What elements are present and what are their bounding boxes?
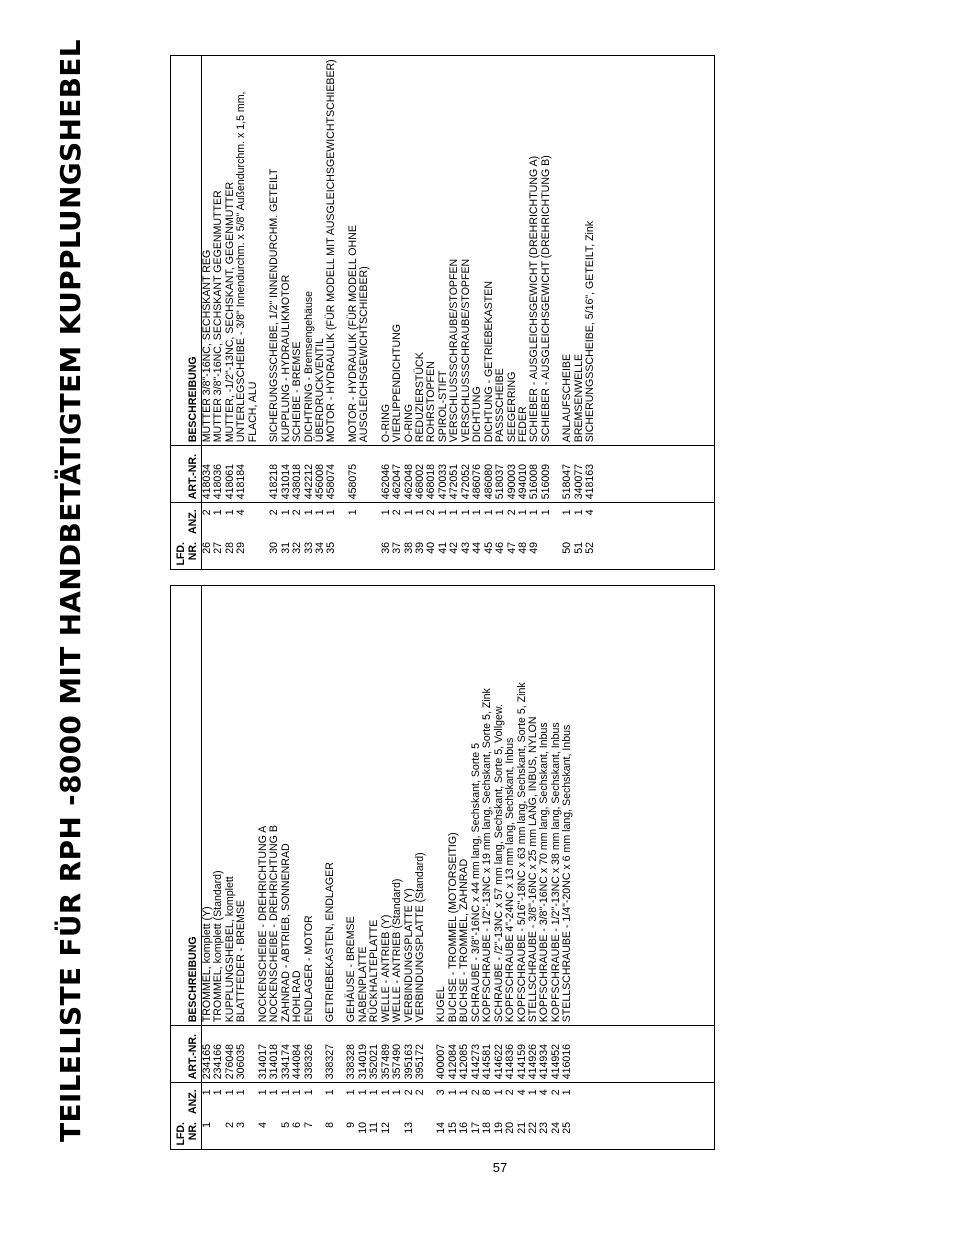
cell-anz: 1: [561, 1089, 574, 1096]
cell-lfd-nr: 13: [402, 1122, 415, 1134]
cell-lfd-nr: 6: [291, 1122, 304, 1128]
parts-table-right: [170, 55, 715, 570]
cell-anz: 1: [516, 509, 529, 516]
cell-beschreibung: KOPFSCHRAUBE 4"-24NC x 13 mm lang, Sechskant, Inbus: [505, 586, 516, 1026]
cell-beschreibung: WELLE - ANTRIEB (Standard): [392, 586, 403, 1026]
cell-anz: 1: [235, 1089, 248, 1096]
cell-lfd-nr: 50: [561, 542, 574, 554]
cell-beschreibung: SICHERUNGSSCHEIBE, 1/2" INNENDURCHM. GETEILT: [259, 56, 280, 446]
cell-beschreibung: DICHTUNG - GETRIEBEKASTEN: [484, 56, 495, 446]
cell-beschreibung: MOTOR - HYDRAULIK (FÜR MODELL MIT AUSGLEICHSGEWICHTSCHIEBER): [326, 56, 337, 446]
cell-beschreibung: KUGEL: [426, 586, 447, 1026]
cell-beschreibung: ZAHNRAD - ABTRIEB, SONNENRAD: [281, 586, 292, 1026]
cell-beschreibung: SCHEIBE - BREMSE: [292, 56, 303, 446]
cell-lfd-nr: 38: [402, 542, 415, 554]
cell-art-nr: 414952: [551, 1026, 562, 1083]
cell-beschreibung: VERSCHLUSSSCHRAUBE/STOPFEN: [449, 56, 460, 446]
header-beschreibung: BESCHREIBUNG: [171, 586, 202, 1026]
cell-anz: 1: [323, 1089, 336, 1096]
cell-art-nr: 414926: [528, 1026, 539, 1083]
cell-lfd-nr: 32: [291, 542, 304, 554]
cell-beschreibung: SCHRAUBE - /2"-13NC x 57 mm lang, Sechskant, Sorte 5, Vollgew.: [494, 586, 505, 1026]
table-row: [292, 586, 303, 1150]
table-header-row: [171, 586, 202, 1150]
cell-beschreibung: ROHRSTOPFEN: [426, 56, 437, 446]
cell-anz: 1: [379, 1089, 392, 1096]
cell-anz: 1: [482, 509, 495, 516]
cell-lfd-nr: 15: [446, 1122, 459, 1134]
filler-cell: [597, 56, 715, 446]
cell-lfd-nr: 42: [448, 542, 461, 554]
cell-beschreibung: NOCKENSCHEIBE - DREHRICHTUNG A: [248, 586, 269, 1026]
cell-art-nr: 414622: [494, 1026, 505, 1083]
cell-anz: 1: [436, 509, 449, 516]
cell-beschreibung: UNTERLEGSCHEIBE - 3/8" Innendurchm. x 5/8" Außendurchm. x 1,5 mm, FLACH, ALU: [236, 56, 259, 446]
cell-beschreibung: O-RING: [404, 56, 415, 446]
cell-lfd-nr: 17: [469, 1122, 482, 1134]
cell-art-nr: 314017: [248, 1026, 269, 1083]
cell-beschreibung: SICHERUNGSSCHEIBE, 5/16", GETEILT, Zink: [585, 56, 596, 446]
cell-art-nr: 314018: [269, 1026, 280, 1083]
header-beschreibung: BESCHREIBUNG: [171, 56, 202, 446]
cell-anz: 1: [368, 1089, 381, 1096]
cell-lfd-nr: 12: [379, 1122, 392, 1134]
cell-beschreibung: DICHTRING - Bremsengehäuse: [304, 56, 315, 446]
cell-beschreibung: TROMMEL, komplett (Standard): [213, 586, 224, 1026]
cell-beschreibung: KOPFSCHRAUBE - 5/16"-18NC x 63 mm lang, Sechskant, Sorte 5, Zink: [517, 586, 528, 1026]
cell-art-nr: 418218: [259, 446, 280, 503]
table-body: [202, 586, 715, 1150]
cell-anz: 1: [356, 1089, 369, 1096]
cell-art-nr: 395172: [415, 1026, 426, 1083]
cell-anz: 1: [561, 509, 574, 516]
cell-art-nr: 494010: [518, 446, 529, 503]
table-row: [236, 586, 247, 1150]
cell-lfd-nr: 5: [279, 1122, 292, 1128]
header-lfd-nr: LFD. NR.: [171, 1117, 202, 1150]
cell-art-nr: 462047: [392, 446, 403, 503]
cell-beschreibung: MUTTER, -1/2"-13NC, SECHSKANT, GEGENMUTTER: [225, 56, 236, 446]
cell-art-nr: 414273: [471, 1026, 482, 1083]
filler-cell: [597, 503, 715, 537]
cell-beschreibung: ANLAUFSCHEIBE: [552, 56, 573, 446]
cell-lfd-nr: 43: [459, 542, 472, 554]
cell-beschreibung: ÜBERDRUCKVENTIL: [315, 56, 326, 446]
table-filler-row: [574, 586, 715, 1150]
cell-art-nr: 414159: [517, 1026, 528, 1083]
cell-lfd-nr: 51: [572, 542, 585, 554]
cell-beschreibung: KOPFSCHRAUBE - 1/2"-13NC x 38 mm lang, Sechskant, Inbus: [551, 586, 562, 1026]
cell-beschreibung: BUCHSE - TROMMEL, ZAHNRAD: [459, 586, 470, 1026]
table-row: [505, 586, 516, 1150]
table-row: [369, 586, 380, 1150]
cell-beschreibung: KUPPLUNGSHEBEL, komplett: [225, 586, 236, 1026]
cell-lfd-nr: 29: [235, 542, 248, 554]
cell-art-nr: 416016: [562, 1026, 573, 1083]
cell-beschreibung: VIERLIPPENDICHTUNG: [392, 56, 403, 446]
parts-table: [170, 55, 715, 570]
cell-beschreibung: KUPPLUNG - HYDRAULIKMOTOR: [281, 56, 292, 446]
cell-anz: 2: [291, 509, 304, 516]
cell-art-nr: 338328: [336, 1026, 357, 1083]
header-art-nr: ART.-NR.: [171, 446, 202, 503]
cell-art-nr: 340077: [574, 446, 585, 503]
cell-art-nr: 414581: [482, 1026, 493, 1083]
cell-anz: 1: [458, 1089, 471, 1096]
cell-beschreibung: TROMMEL, komplett (Y): [202, 586, 214, 1026]
cell-anz: 2: [549, 1089, 562, 1096]
table-body: [202, 56, 715, 570]
table-row: [371, 56, 392, 570]
cell-art-nr: 516009: [541, 446, 552, 503]
table-row: [326, 56, 337, 570]
cell-beschreibung: NOCKENSCHEIBE - DREHRICHTUNG B: [269, 586, 280, 1026]
cell-beschreibung: PASSSCHEIBE: [495, 56, 506, 446]
cell-anz: 1: [539, 509, 552, 516]
cell-anz: 1: [459, 509, 472, 516]
cell-lfd-nr: 11: [368, 1122, 381, 1133]
cell-beschreibung: BREMSENWELLE: [574, 56, 585, 446]
cell-anz: 1: [391, 1089, 404, 1096]
cell-art-nr: 438018: [292, 446, 303, 503]
cell-anz: 1: [325, 509, 338, 516]
cell-lfd-nr: 16: [458, 1122, 471, 1134]
cell-art-nr: 418034: [202, 446, 214, 503]
cell-beschreibung: DICHTUNG: [472, 56, 483, 446]
cell-art-nr: 458074: [326, 446, 337, 503]
cell-lfd-nr: 19: [492, 1122, 505, 1134]
cell-anz: 2: [469, 1089, 482, 1096]
cell-beschreibung: RÜCKHALTEPLATTE: [369, 586, 380, 1026]
cell-lfd-nr: 26: [201, 542, 213, 554]
cell-anz: 4: [235, 509, 248, 516]
table-header-row: [171, 56, 202, 570]
cell-anz: 1: [402, 509, 415, 516]
cell-art-nr: 418184: [236, 446, 259, 503]
cell-art-nr: 486076: [472, 446, 483, 503]
page-title: TEILELISTE FÜR RPH -8000 MIT HANDBETÄTIGTEM KUPPLUNGSHEBEL: [54, 39, 87, 1142]
cell-anz: 1: [302, 509, 315, 516]
table-row: [562, 586, 573, 1150]
cell-lfd-nr: 10: [356, 1122, 369, 1134]
table-row: [248, 586, 269, 1150]
cell-anz: 2: [425, 509, 438, 516]
table-row: [315, 586, 336, 1150]
cell-anz: 1: [526, 1089, 539, 1096]
cell-beschreibung: O-RING: [371, 56, 392, 446]
cell-beschreibung: KOPFSCHRAUBE - 3/8"-16NC x 70 mm lang, Sechskant, Inbus: [539, 586, 550, 1026]
cell-lfd-nr: 4: [256, 1122, 269, 1128]
table-filler-row: [597, 56, 715, 570]
cell-lfd-nr: 45: [482, 542, 495, 554]
cell-art-nr: 234166: [213, 1026, 224, 1083]
cell-anz: 4: [584, 509, 597, 516]
cell-lfd-nr: 9: [345, 1122, 358, 1128]
cell-beschreibung: GETRIEBEKASTEN, ENDLAGER: [315, 586, 336, 1026]
cell-anz: 3: [435, 1089, 448, 1096]
cell-beschreibung: HOHLRAD: [292, 586, 303, 1026]
cell-art-nr: 414836: [505, 1026, 516, 1083]
filler-cell: [574, 1026, 715, 1083]
cell-beschreibung: MOTOR - HYDRAULIK (FÜR MODELL OHNE AUSGLEICHSGEWICHTSCHIEBER): [338, 56, 371, 446]
filler-cell: [574, 586, 715, 1026]
cell-anz: 2: [268, 509, 281, 516]
cell-anz: 1: [471, 509, 484, 516]
cell-lfd-nr: 1: [201, 1122, 213, 1128]
cell-art-nr: 400007: [426, 1026, 447, 1083]
cell-anz: 2: [504, 1089, 517, 1096]
cell-anz: 8: [481, 1089, 494, 1096]
parts-table: [170, 585, 715, 1150]
cell-beschreibung: VERBINDUNGSPLATTE (Standard): [415, 586, 426, 1026]
header-anz: ANZ.: [171, 503, 202, 537]
cell-anz: 1: [268, 1089, 281, 1096]
cell-lfd-nr: 33: [302, 542, 315, 554]
cell-art-nr: 334174: [281, 1026, 292, 1083]
cell-lfd-nr: 52: [584, 542, 597, 554]
cell-lfd-nr: [392, 1117, 403, 1150]
cell-art-nr: 516008: [529, 446, 540, 503]
cell-beschreibung: NABENPLATTE: [358, 586, 369, 1026]
cell-art-nr: 490003: [507, 446, 518, 503]
table-row: [585, 56, 596, 570]
cell-art-nr: 314019: [358, 1026, 369, 1083]
parts-table-left: [170, 585, 715, 1150]
cell-art-nr: 472051: [449, 446, 460, 503]
table-row: [552, 56, 573, 570]
cell-anz: 1: [256, 1089, 269, 1096]
table-row: [338, 56, 371, 570]
cell-lfd-nr: [541, 537, 552, 570]
cell-lfd-nr: 24: [549, 1122, 562, 1134]
cell-anz: 1: [345, 1089, 358, 1096]
cell-beschreibung: MUTTER 3/8"-16NC, SECHSKANT GEGENMUTTER: [213, 56, 224, 446]
cell-art-nr: 418036: [213, 446, 224, 503]
cell-beschreibung: GEHÄUSE - BREMSE: [336, 586, 357, 1026]
cell-beschreibung: SCHIEBER - AUSGLEICHSGEWICHT (DREHRICHTUNG B): [541, 56, 552, 446]
cell-art-nr: 412084: [448, 1026, 459, 1083]
cell-lfd-nr: 49: [528, 542, 541, 554]
cell-art-nr: 468018: [426, 446, 437, 503]
cell-anz: 1: [572, 509, 585, 516]
cell-anz: 1: [494, 509, 507, 516]
cell-anz: 4: [515, 1089, 528, 1096]
cell-lfd-nr: 40: [425, 542, 438, 554]
cell-anz: 1: [446, 1089, 459, 1096]
cell-beschreibung: SEEGERRING: [507, 56, 518, 446]
cell-art-nr: 352021: [369, 1026, 380, 1083]
cell-art-nr: 276048: [225, 1026, 236, 1083]
cell-lfd-nr: 48: [516, 542, 529, 554]
table-row: [541, 56, 552, 570]
table-row: [259, 56, 280, 570]
cell-beschreibung: SPIROL-STIFT: [438, 56, 449, 446]
header-anz: ANZ.: [171, 1083, 202, 1117]
cell-beschreibung: REDUZIERSTÜCK: [415, 56, 426, 446]
table-row: [426, 586, 447, 1150]
cell-art-nr: 412085: [459, 1026, 470, 1083]
cell-art-nr: 470033: [438, 446, 449, 503]
cell-art-nr: 518047: [552, 446, 573, 503]
cell-beschreibung: BLATTFEDER - BREMSE: [236, 586, 247, 1026]
cell-beschreibung: STELLSCHRAUBE - 3/8"-16NC x 25 mm LANG, INBUS, NYLON: [528, 586, 539, 1026]
cell-beschreibung: BUCHSE - TROMMEL (MOTORSEITIG): [448, 586, 459, 1026]
table-row: [392, 56, 403, 570]
cell-lfd-nr: 7: [302, 1122, 315, 1128]
cell-anz: 2: [201, 509, 213, 516]
cell-lfd-nr: 22: [526, 1122, 539, 1134]
cell-lfd-nr: 30: [268, 542, 281, 554]
table-row: [482, 586, 493, 1150]
cell-anz: 1: [223, 509, 236, 516]
cell-lfd-nr: 46: [494, 542, 507, 554]
cell-art-nr: 456008: [315, 446, 326, 503]
cell-anz: 2: [391, 509, 404, 516]
cell-art-nr: 472052: [461, 446, 472, 503]
cell-anz: 1: [212, 1089, 225, 1096]
cell-beschreibung: MUTTER 3/8"-16NC, SECHSKANT REG: [202, 56, 214, 446]
table-row: [304, 586, 315, 1150]
filler-cell: [597, 446, 715, 503]
cell-beschreibung: WELLE - ANTRIEB (Y): [381, 586, 392, 1026]
cell-anz: 1: [291, 1089, 304, 1096]
cell-beschreibung: SCHIEBER - AUSGLEICHSGEWICHT (DREHRICHTUNG A): [529, 56, 540, 446]
cell-lfd-nr: 2: [223, 1122, 236, 1128]
cell-art-nr: 357490: [392, 1026, 403, 1083]
table-row: [269, 586, 280, 1150]
page-number: 57: [492, 1160, 508, 1175]
cell-anz: 1: [212, 509, 225, 516]
cell-lfd-nr: [269, 1117, 280, 1150]
cell-art-nr: 462046: [371, 446, 392, 503]
cell-lfd-nr: 39: [414, 542, 426, 554]
cell-lfd-nr: 37: [391, 542, 404, 554]
table-row: [236, 56, 259, 570]
cell-lfd-nr: 18: [481, 1122, 494, 1134]
cell-art-nr: 486080: [484, 446, 495, 503]
cell-art-nr: 414934: [539, 1026, 550, 1083]
cell-beschreibung: FEDER: [518, 56, 529, 446]
cell-lfd-nr: 14: [435, 1122, 448, 1134]
cell-beschreibung: ENDLAGER - MOTOR: [304, 586, 315, 1026]
cell-art-nr: 418163: [585, 446, 596, 503]
cell-beschreibung: VERBINDUNGSPLATTE (Y): [404, 586, 415, 1026]
cell-anz: 1: [379, 509, 392, 516]
cell-anz: 1: [279, 509, 292, 516]
cell-art-nr: 306035: [236, 1026, 247, 1083]
cell-lfd-nr: 21: [515, 1122, 528, 1134]
cell-lfd-nr: 20: [504, 1122, 517, 1134]
cell-anz: 2: [414, 1089, 426, 1096]
cell-art-nr: 442212: [304, 446, 315, 503]
cell-art-nr: 444084: [292, 1026, 303, 1083]
cell-lfd-nr: [415, 1117, 426, 1150]
cell-anz: 2: [505, 509, 518, 516]
cell-anz: 1: [414, 509, 426, 516]
cell-anz: 2: [402, 1089, 415, 1096]
header-lfd-nr: LFD. NR.: [171, 537, 202, 570]
table-row: [392, 586, 403, 1150]
cell-beschreibung: STELLSCHRAUBE - 1/4"-20NC x 6 mm lang, Sechskant, Inbus: [562, 586, 573, 1026]
cell-lfd-nr: 47: [505, 542, 518, 554]
table-row: [415, 586, 426, 1150]
filler-cell: [574, 1117, 715, 1150]
cell-lfd-nr: [338, 537, 371, 570]
cell-lfd-nr: 31: [279, 542, 292, 554]
filler-cell: [597, 537, 715, 570]
cell-anz: 1: [448, 509, 461, 516]
cell-lfd-nr: 41: [436, 542, 449, 554]
cell-lfd-nr: 8: [323, 1122, 336, 1128]
cell-lfd-nr: 44: [471, 542, 484, 554]
table-row: [472, 56, 483, 570]
cell-art-nr: 357489: [381, 1026, 392, 1083]
cell-art-nr: 458075: [338, 446, 371, 503]
cell-art-nr: 338326: [304, 1026, 315, 1083]
cell-anz: 1: [279, 1089, 292, 1096]
table-row: [495, 56, 506, 570]
cell-anz: 4: [538, 1089, 551, 1096]
cell-beschreibung: VERSCHLUSSSCHRAUBE/STOPFEN: [461, 56, 472, 446]
header-art-nr: ART.-NR.: [171, 1026, 202, 1083]
table-row: [336, 586, 357, 1150]
cell-lfd-nr: 28: [223, 542, 236, 554]
cell-anz: 1: [346, 509, 359, 516]
cell-art-nr: 431014: [281, 446, 292, 503]
cell-art-nr: 338327: [315, 1026, 336, 1083]
cell-lfd-nr: 23: [538, 1122, 551, 1134]
cell-art-nr: 418061: [225, 446, 236, 503]
cell-art-nr: 468002: [415, 446, 426, 503]
cell-lfd-nr: 27: [212, 542, 225, 554]
cell-lfd-nr: 25: [561, 1122, 574, 1134]
cell-lfd-nr: 34: [313, 542, 326, 554]
cell-anz: 1: [528, 509, 541, 516]
table-row: [292, 56, 303, 570]
cell-anz: 1: [302, 1089, 315, 1096]
cell-lfd-nr: 35: [325, 542, 338, 554]
cell-anz: 1: [223, 1089, 236, 1096]
cell-art-nr: 518037: [495, 446, 506, 503]
cell-anz: 1: [492, 1089, 505, 1096]
cell-anz: 1: [201, 1089, 213, 1096]
cell-beschreibung: SCHRAUBE - 3/8"-16NC x 44 mm lang, Sechskant, Sorte 5: [471, 586, 482, 1026]
cell-beschreibung: KOPFSCHRAUBE - 1/2"-13NC x 19 mm lang, Sechskant, Sorte 5, Zink: [482, 586, 493, 1026]
cell-art-nr: 395163: [404, 1026, 415, 1083]
cell-lfd-nr: 36: [379, 542, 392, 554]
cell-art-nr: 234165: [202, 1026, 214, 1083]
cell-art-nr: 462048: [404, 446, 415, 503]
cell-anz: 1: [313, 509, 326, 516]
filler-cell: [574, 1083, 715, 1117]
cell-lfd-nr: 3: [235, 1122, 248, 1128]
